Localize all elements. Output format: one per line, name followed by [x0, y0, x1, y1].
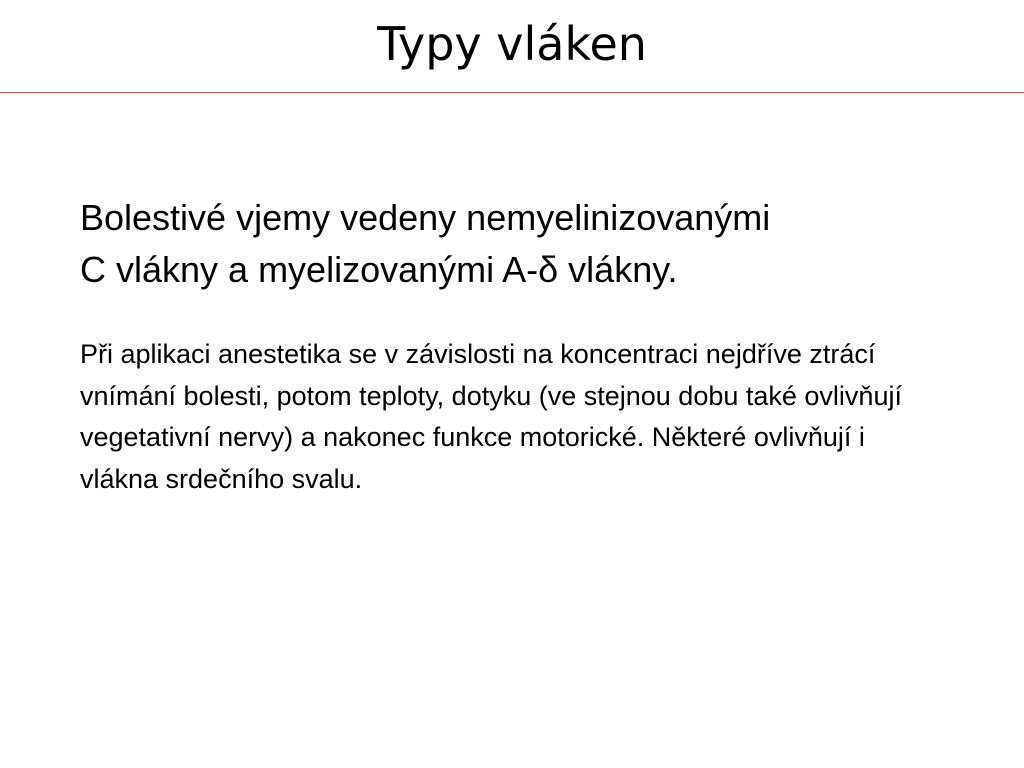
- slide-body: [80, 192, 980, 500]
- title-divider: [0, 92, 1024, 93]
- anesthetic-paragraph: Při aplikaci anestetika se v závislosti na koncentraci nejdříve ztrácí vnímání bolesti, potom teploty, dotyku (ve stejnou dobu také ovlivňují vegetativní nervy) a nakonec funkce motorické. Některé ovlivňují i vlákna srdečního svalu.: [80, 339, 902, 494]
- lead-line-1: Bolestivé vjemy vedeny nemyelinizovanými: [80, 197, 771, 238]
- lead-line-2: C vlákny a myelizovanými A-δ vlákny.: [80, 249, 678, 290]
- lead-statement: [80, 192, 980, 296]
- slide-title: Typy vláken: [377, 17, 647, 71]
